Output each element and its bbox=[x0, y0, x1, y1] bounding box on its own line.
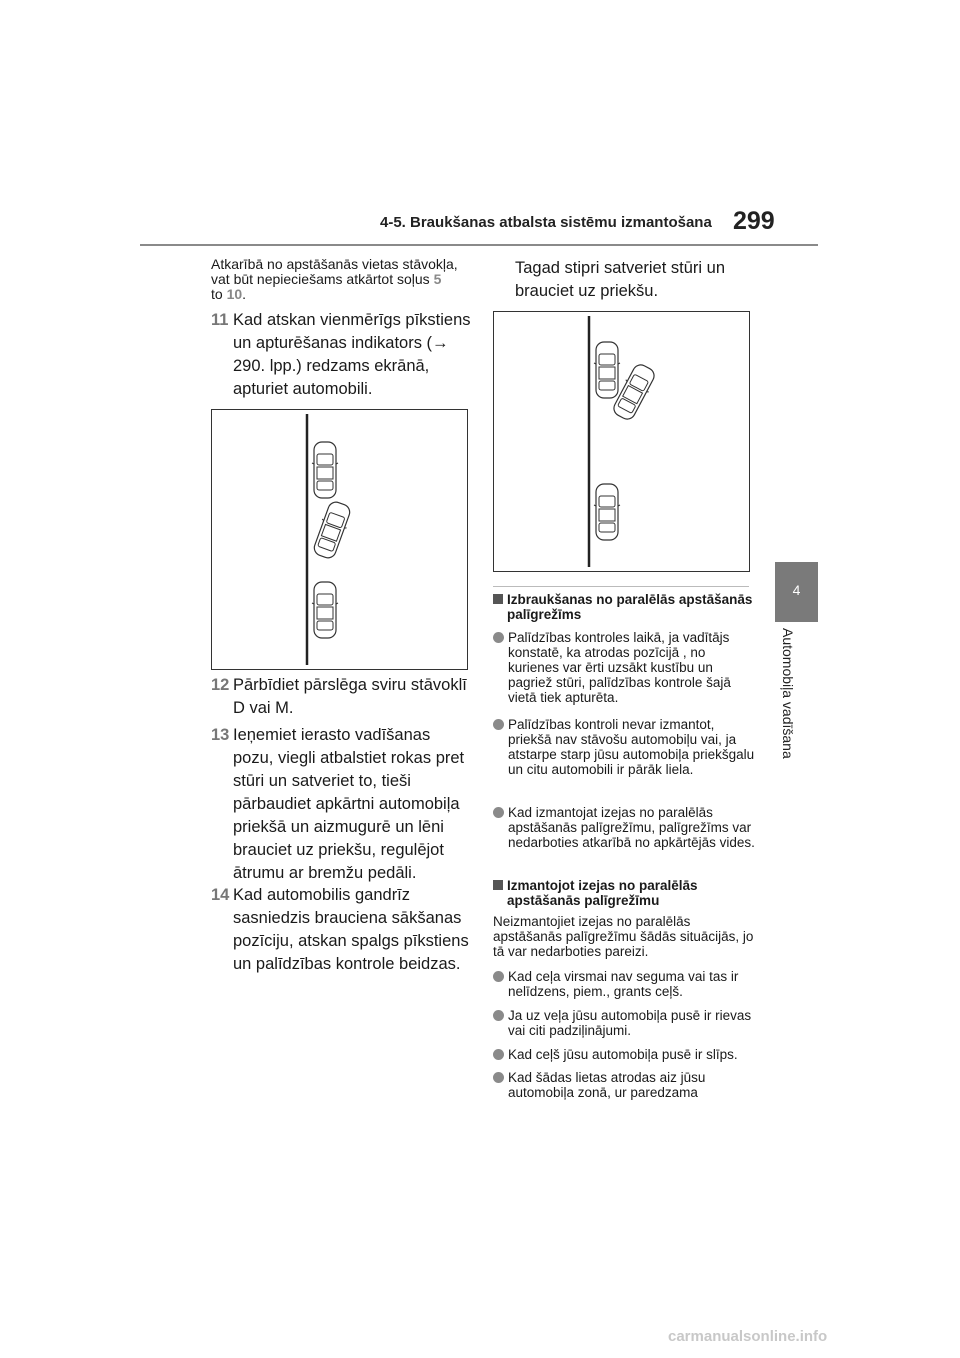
own-car bbox=[310, 499, 354, 561]
step-number: 13 bbox=[211, 726, 230, 744]
bullet-text: Kad šādas lietas atrodas aiz jūsu automobiļa zonā, ur paredzama bbox=[508, 1070, 706, 1100]
figure-drive-forward bbox=[493, 311, 750, 572]
bullet-dot-icon bbox=[493, 719, 504, 730]
section-title: 4-5. Braukšanas atbalsta sistēmu izmantošana bbox=[380, 214, 712, 231]
intro-line-2 bbox=[211, 272, 473, 287]
bullet-dot-icon bbox=[493, 807, 504, 818]
step-number: 12 bbox=[211, 676, 230, 694]
section-title-text: Izmantojot izejas no paralēlās apstāšanās palīgrežīmu bbox=[507, 878, 698, 908]
section-square-icon bbox=[493, 594, 503, 604]
intro-text: to bbox=[211, 286, 227, 302]
rear-parked-car bbox=[312, 582, 338, 638]
bullet-dot-icon bbox=[493, 1010, 504, 1021]
parking-diagram-1 bbox=[212, 410, 467, 669]
intro-line-1: Atkarībā no apstāšanās vietas stāvokļa, bbox=[211, 256, 458, 272]
step-text: Kad automobilis gandrīz sasniedzis brauciena sākšanas pozīciju, atskan spalgs pīkstiens un palīdzības kontrole beidzas. bbox=[233, 886, 469, 973]
step-text: Kad atskan vienmērīgs pīkstiens un apturēšanas indikators (→ 290. lpp.) redzams ekrānā, apturiet automobili. bbox=[233, 311, 471, 398]
bullet-dot-icon bbox=[493, 971, 504, 982]
figure-stop-position bbox=[211, 409, 468, 670]
header-rule bbox=[140, 244, 818, 246]
bullet-dot-icon bbox=[493, 1049, 504, 1060]
continued-text: Tagad stipri satveriet stūri un brauciet uz priekšu. bbox=[515, 259, 726, 300]
bullet-text: Palīdzības kontroli nevar izmantot, priekšā nav stāvošu automobiļu vai, ja atstarpe starp jūsu automobiļa priekšgalu un citu automobili ir pārāk liela. bbox=[508, 717, 755, 777]
bullet-text: Kad ceļš jūsu automobiļa pusē ir slīps. bbox=[508, 1047, 738, 1062]
watermark: carmanualsonline.info bbox=[668, 1328, 828, 1345]
bullet-dot-icon bbox=[493, 632, 504, 643]
step-ref-5: 5 bbox=[433, 271, 442, 287]
step-number: 14 bbox=[211, 886, 230, 904]
chapter-number: 4 bbox=[792, 582, 801, 598]
bullet-text: Ja uz veļa jūsu automobiļa pusē ir rievas vai citi padziļinājumi. bbox=[508, 1008, 752, 1038]
step-text: Ieņemiet ierasto vadīšanas pozu, viegli atbalstiet rokas pret stūri un satveriet to, tieši pārbaudiet apkārtni automobiļa priekšā un aizmugurē un lēni brauciet uz priekšu, regulējot ātrumu ar bremžu pedāli. bbox=[233, 726, 465, 882]
section-paragraph: Neizmantojiet izejas no paralēlās apstāšanās palīgrežīmu šādās situācijās, jo tā var nedarboties pareizi. bbox=[493, 914, 754, 959]
bullet-dot-icon bbox=[493, 1072, 504, 1083]
chapter-title: Automobiļa vadīšana bbox=[780, 628, 796, 759]
rear-parked-car bbox=[594, 484, 620, 540]
step-number: 11 bbox=[211, 311, 229, 329]
front-parked-car bbox=[594, 342, 620, 398]
intro-text: vat būt nepieciešams atkārtot soļus bbox=[211, 271, 434, 287]
step-text: Pārbīdiet pārslēga sviru stāvoklī D vai M. bbox=[233, 676, 467, 717]
section-separator bbox=[493, 586, 749, 587]
section-title-text: Izbraukšanas no paralēlās apstāšanās palīgrežīms bbox=[507, 592, 753, 622]
bullet-text: Kad ceļa virsmai nav seguma vai tas ir nelīdzens, piem., grants ceļš. bbox=[508, 969, 739, 999]
front-parked-car bbox=[312, 442, 338, 498]
section-square-icon bbox=[493, 880, 503, 890]
bullet-text: Palīdzības kontroles laikā, ja vadītājs konstatē, ka atrodas pozīcijā , no kurienes var ērti uzsākt kustību un pagriež stūri, palīdzības kontrole šajā vietā tiek apturēta. bbox=[508, 630, 731, 705]
intro-text: . bbox=[242, 286, 247, 302]
parking-diagram-2 bbox=[494, 312, 749, 571]
page-number: 299 bbox=[733, 207, 775, 235]
bullet-text: Kad izmantojat izejas no paralēlās apstāšanās palīgrežīmu, palīgrežīms var nedarboties atkarībā no apkārtējās vides. bbox=[508, 805, 755, 850]
intro-note bbox=[211, 257, 473, 302]
intro-line-3 bbox=[211, 287, 473, 302]
step-ref-10: 10 bbox=[226, 286, 243, 302]
